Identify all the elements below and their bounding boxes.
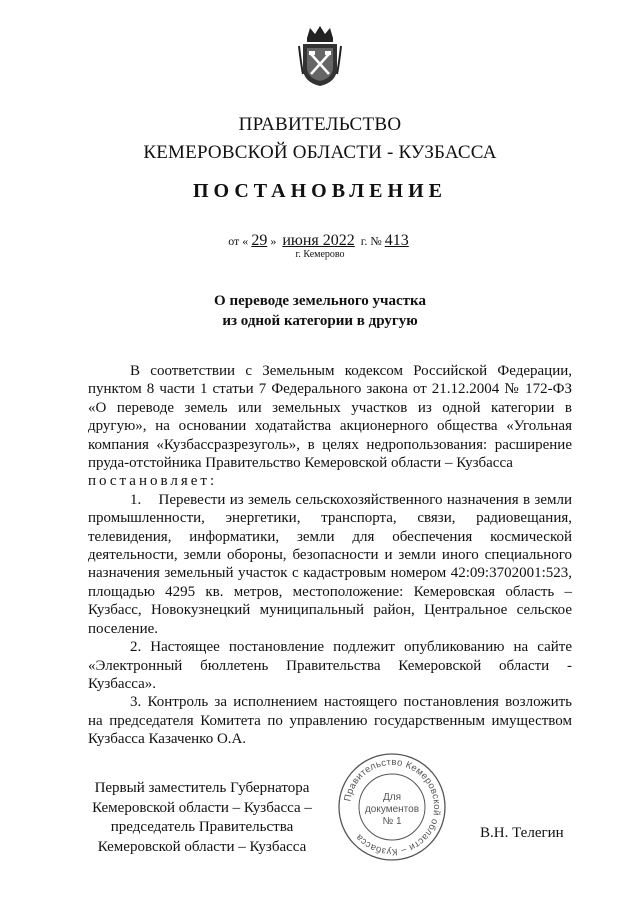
date-number-line <box>0 232 640 250</box>
signatory-line3: председатель Правительства <box>110 819 294 835</box>
signatory-line1: Первый заместитель Губернатора <box>94 780 310 796</box>
date-month-year: июня 2022 <box>282 232 355 249</box>
subject-heading <box>0 291 640 331</box>
item-1-paragraph: 1. Перевести из земель сельскохозяйственного назначения в земли промышленности, энергетики, транспорта, связи, радиовещания, телевидения, информатики, земли для обеспечения космической деятельности, земли обороны, безопасности и земли иного специального назначения земельный участок с кадастровым номером 42:09:3702001:523, площадью 4295 кв. метров, местоположение: Кемеровская область – Кузбасс, Новокузнецкий муниципальный район, Центральное сельское поселение. <box>88 491 572 637</box>
city-label: г. Кемерово <box>295 249 345 260</box>
document-number: 413 <box>384 232 409 249</box>
signatory-line4: Кемеровской области – Кузбасса <box>97 838 307 855</box>
subject-line1: О переводе земельного участка <box>214 293 426 309</box>
official-stamp <box>337 752 447 862</box>
subject-line2: из одной категории в другую <box>222 313 418 329</box>
document-type-title: ПОСТАНОВЛЕНИЕ <box>193 180 447 202</box>
stamp-ring-text: Правительство Кемеровской области – Кузбасса <box>342 756 443 858</box>
date-day: 29 <box>251 232 268 249</box>
signatory-name: В.Н. Телегин <box>480 825 564 841</box>
signatory-position <box>88 779 316 857</box>
signatory-line2: Кемеровской области – Кузбасса – <box>92 799 312 816</box>
document-body <box>88 362 572 749</box>
coat-of-arms-emblem <box>298 24 342 88</box>
item-3-paragraph: 3. Контроль за исполнением настоящего постановления возложить на председателя Комитета по управлению государственным имуществом Кузбасса Казаченко О.А. <box>88 694 572 748</box>
date-prefix: от « <box>228 234 249 248</box>
date-day-close: » <box>270 234 277 248</box>
number-sign: № <box>370 234 382 248</box>
stamp-center-line2: документов <box>364 804 420 815</box>
stamp-center-line1: Для <box>382 792 402 803</box>
date-year-suffix: г. <box>360 234 368 248</box>
preamble-paragraph: В соответствии с Земельным кодексом Российской Федерации, пунктом 8 части 1 статьи 7 Федерального закона от 21.12.2004 № 172-ФЗ «О переводе земель или земельных участков из одной категории в другую», на основании ходатайства акционерного общества «Угольная компания «Кузбассразрезуголь», в целях недропользования: расширение пруда-отстойника Правительство Кемеровской области – Кузбасса <box>88 363 572 472</box>
government-title-line1: ПРАВИТЕЛЬСТВО <box>238 114 402 135</box>
stamp-center-line3: № 1 <box>382 816 402 827</box>
government-title-line2: КЕМЕРОВСКОЙ ОБЛАСТИ - КУЗБАССА <box>143 142 497 163</box>
item-2-paragraph: 2. Настоящее постановление подлежит опубликованию на сайте «Электронный бюллетень Правительства Кемеровской области - Кузбасса». <box>88 639 572 692</box>
decree-word: постановляет: <box>88 473 218 490</box>
